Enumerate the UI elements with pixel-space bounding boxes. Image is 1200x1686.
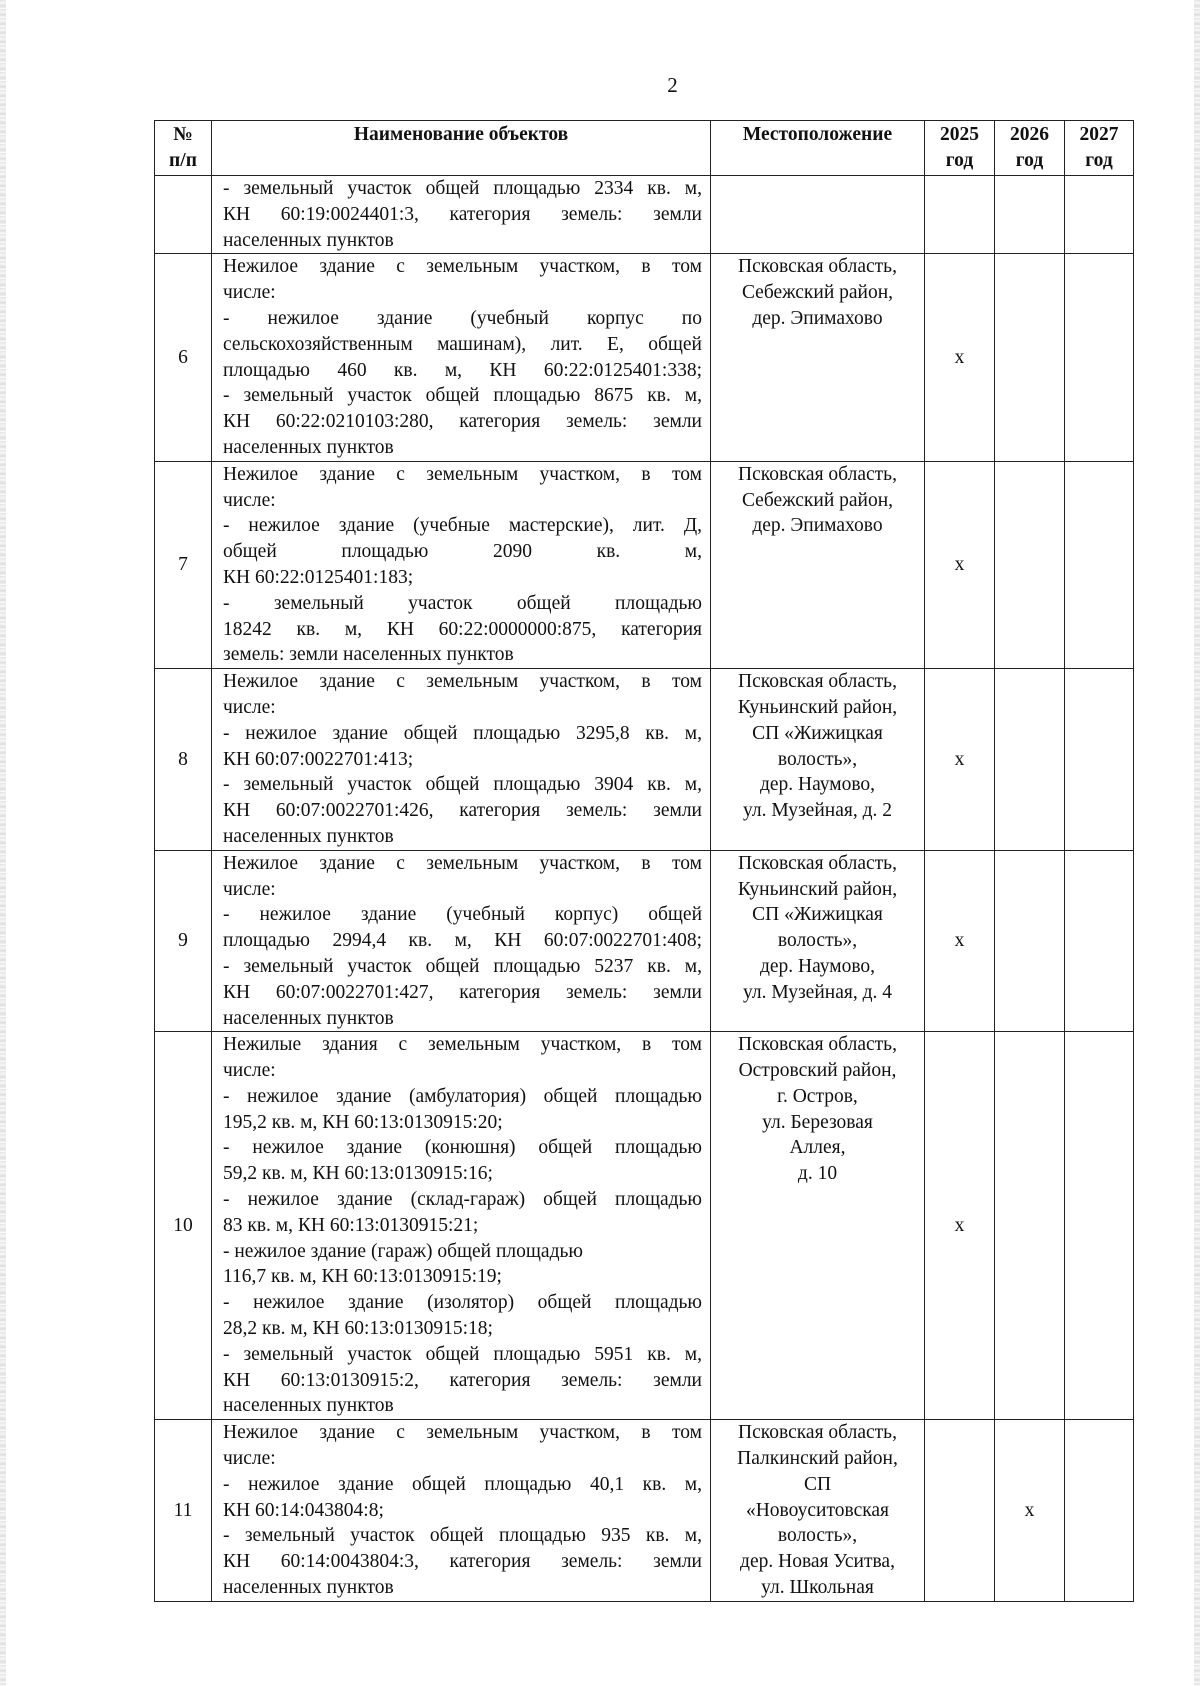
location-line: дер. Эпимахово xyxy=(752,307,883,329)
location-line: Псковская область, xyxy=(738,1422,897,1444)
location-line: ул. Березовая xyxy=(762,1111,873,1133)
description-line: Нежилое здание с земельным участком, в том xyxy=(223,671,702,693)
description-line: числе: xyxy=(223,696,276,718)
description-line: - земельный участок общей площадью xyxy=(223,592,702,614)
year-2025-mark xyxy=(925,1420,995,1602)
row-number: 11 xyxy=(155,1420,212,1602)
description-line: 83 кв. м, КН 60:13:0130915:21; xyxy=(223,1214,479,1236)
description-line: земель: земли населенных пунктов xyxy=(223,644,514,666)
location-line: дер. Наумово, xyxy=(759,955,876,977)
location-line: волость», xyxy=(777,930,858,952)
location-line: Себежский район, xyxy=(741,489,894,511)
description-line: числе: xyxy=(223,1060,276,1082)
description-line: КН 60:22:0125401:183; xyxy=(223,566,414,588)
row-number: 8 xyxy=(155,669,212,851)
location-line: д. 10 xyxy=(797,1163,838,1185)
location-line: дер. Наумово, xyxy=(759,774,876,796)
year-2027-mark xyxy=(1065,461,1134,668)
description-line: - нежилое здание (конюшня) общей площадью xyxy=(223,1137,702,1159)
header-year-label: 2025 xyxy=(940,124,979,145)
location-line: ул. Музейная, д. 2 xyxy=(742,800,892,822)
header-num xyxy=(155,121,212,176)
year-2025-mark: x xyxy=(925,461,995,668)
object-location xyxy=(711,1420,925,1602)
year-2026-mark: x xyxy=(995,1420,1065,1602)
year-2027-mark xyxy=(1065,850,1134,1032)
description-line: 18242 кв. м, КН 60:22:0000000:875, категория xyxy=(223,618,702,640)
description-line: населенных пунктов xyxy=(223,1007,394,1029)
row-number xyxy=(155,176,212,254)
table-row xyxy=(155,254,1134,461)
object-description xyxy=(212,461,711,668)
table-header-row xyxy=(155,121,1134,176)
description-line: КН 60:22:0210103:280, категория земель: земли xyxy=(223,411,702,433)
table-row xyxy=(155,669,1134,851)
description-line: - земельный участок общей площадью 5237 кв. м, xyxy=(223,955,702,977)
year-2026-mark xyxy=(995,669,1065,851)
header-year-label: 2026 xyxy=(1010,124,1049,145)
location-line: ул. Школьная xyxy=(761,1577,874,1599)
description-line: Нежилое здание с земельным участком, в том xyxy=(223,256,702,278)
table-row xyxy=(155,461,1134,668)
location-line: «Новоуситовская xyxy=(745,1499,890,1521)
object-description xyxy=(212,254,711,461)
year-2026-mark xyxy=(995,254,1065,461)
description-line: числе: xyxy=(223,282,276,304)
object-description xyxy=(212,1420,711,1602)
table-row xyxy=(155,850,1134,1032)
object-description xyxy=(212,1032,711,1420)
location-line: дер. Эпимахово xyxy=(752,515,883,537)
object-location xyxy=(711,850,925,1032)
location-line: Аллея, xyxy=(789,1137,846,1159)
description-line: Нежилое здание с земельным участком, в том xyxy=(223,463,702,485)
year-2027-mark xyxy=(1065,254,1134,461)
location-line: волость», xyxy=(777,748,858,770)
year-2026-mark xyxy=(995,461,1065,668)
object-location xyxy=(711,176,925,254)
location-line: Псковская область, xyxy=(738,463,897,485)
location-line: СП «Жижицкая xyxy=(752,904,883,926)
header-year-label: 2027 xyxy=(1079,124,1119,145)
description-line: КН 60:13:0130915:2, категория земель: земли xyxy=(223,1369,702,1391)
object-location xyxy=(711,669,925,851)
description-line: - нежилое здание (гараж) общей площадью xyxy=(223,1240,583,1262)
object-location xyxy=(711,461,925,668)
description-line: Нежилые здания с земельным участком, в том xyxy=(223,1034,702,1056)
description-line: - земельный участок общей площадью 2334 кв. м, xyxy=(223,178,702,199)
header-year-unit: год xyxy=(945,150,974,171)
table-row xyxy=(155,176,1134,254)
object-location xyxy=(711,1032,925,1420)
page-number-text: 2 xyxy=(667,73,678,97)
objects-table xyxy=(154,120,1134,1602)
description-line: населенных пунктов xyxy=(223,1395,394,1417)
page-number xyxy=(0,73,1200,98)
description-line: КН 60:14:043804:8; xyxy=(223,1499,384,1521)
year-2026-mark xyxy=(995,1032,1065,1420)
description-line: КН 60:07:0022701:426, категория земель: земли xyxy=(223,800,702,822)
location-line: Псковская область, xyxy=(738,852,897,874)
description-line: населенных пунктов xyxy=(223,1577,394,1599)
description-line: - земельный участок общей площадью 3904 кв. м, xyxy=(223,774,702,796)
year-2027-mark xyxy=(1065,176,1134,254)
location-line: ул. Музейная, д. 4 xyxy=(742,981,892,1003)
table-body xyxy=(155,176,1134,1602)
description-line: числе: xyxy=(223,489,276,511)
object-location xyxy=(711,254,925,461)
description-line: населенных пунктов xyxy=(223,229,394,251)
description-line: населенных пунктов xyxy=(223,436,394,458)
scan-edge-left xyxy=(0,0,6,1686)
object-description xyxy=(212,850,711,1032)
description-line: - земельный участок общей площадью 8675 кв. м, xyxy=(223,385,702,407)
header-num-line: п/п xyxy=(169,150,197,171)
description-line: площадью 460 кв. м, КН 60:22:0125401:338; xyxy=(223,359,702,381)
location-line: Куньинский район, xyxy=(737,696,898,718)
row-number: 9 xyxy=(155,850,212,1032)
description-line: - земельный участок общей площадью 935 кв. м, xyxy=(223,1525,702,1547)
location-line: Псковская область, xyxy=(738,671,897,693)
description-line: Нежилое здание с земельным участком, в том xyxy=(223,1422,702,1444)
description-line: 116,7 кв. м, КН 60:13:0130915:19; xyxy=(223,1266,502,1288)
year-2025-mark: x xyxy=(925,1032,995,1420)
description-line: - нежилое здание (изолятор) общей площадью xyxy=(223,1292,702,1314)
location-line: Островский район, xyxy=(738,1060,897,1082)
description-line: - нежилое здание (учебный корпус) общей xyxy=(223,904,702,926)
scan-edge-right xyxy=(1194,0,1200,1686)
description-line: населенных пунктов xyxy=(223,825,394,847)
location-line: Палкинский район, xyxy=(737,1448,898,1470)
location-line: Куньинский район, xyxy=(737,878,898,900)
description-line: - нежилое здание (амбулатория) общей площадью xyxy=(223,1085,702,1107)
header-name: Наименование объектов xyxy=(212,121,711,176)
row-number: 10 xyxy=(155,1032,212,1420)
object-description xyxy=(212,669,711,851)
description-line: КН 60:07:0022701:413; xyxy=(223,748,414,770)
description-line: - нежилое здание (склад-гараж) общей площадью xyxy=(223,1189,702,1211)
header-year-unit: год xyxy=(1015,150,1044,171)
location-line: СП xyxy=(803,1473,832,1495)
description-line: числе: xyxy=(223,1448,276,1470)
header-location: Местоположение xyxy=(711,121,925,176)
header-num-line: № xyxy=(173,124,193,145)
header-year-2026 xyxy=(995,121,1065,176)
description-line: сельскохозяйственным машинам), лит. Е, общей xyxy=(223,333,702,355)
description-line: - земельный участок общей площадью 5951 кв. м, xyxy=(223,1343,702,1365)
description-line: 28,2 кв. м, КН 60:13:0130915:18; xyxy=(223,1318,493,1340)
row-number: 6 xyxy=(155,254,212,461)
description-line: - нежилое здание (учебный корпус по xyxy=(223,307,702,329)
location-line: г. Остров, xyxy=(777,1085,858,1107)
location-line: дер. Новая Уситва, xyxy=(740,1551,895,1573)
location-line: СП «Жижицкая xyxy=(752,722,883,744)
description-line: - нежилое здание (учебные мастерские), лит. Д, xyxy=(223,515,702,537)
description-line: числе: xyxy=(223,878,276,900)
description-line: 59,2 кв. м, КН 60:13:0130915:16; xyxy=(223,1163,493,1185)
object-description xyxy=(212,176,711,254)
year-2027-mark xyxy=(1065,1032,1134,1420)
description-line: общей площадью 2090 кв. м, xyxy=(223,541,702,563)
year-2025-mark: x xyxy=(925,254,995,461)
location-line: Псковская область, xyxy=(738,1034,897,1056)
year-2027-mark xyxy=(1065,1420,1134,1602)
table-row xyxy=(155,1420,1134,1602)
header-year-2025 xyxy=(925,121,995,176)
year-2026-mark xyxy=(995,850,1065,1032)
location-line: волость», xyxy=(777,1525,858,1547)
description-line: 195,2 кв. м, КН 60:13:0130915:20; xyxy=(223,1111,503,1133)
year-2025-mark: x xyxy=(925,669,995,851)
year-2025-mark xyxy=(925,176,995,254)
year-2026-mark xyxy=(995,176,1065,254)
location-line: Себежский район, xyxy=(741,282,894,304)
year-2027-mark xyxy=(1065,669,1134,851)
header-year-2027 xyxy=(1065,121,1134,176)
description-line: - нежилое здание общей площадью 40,1 кв. м, xyxy=(223,1473,702,1495)
table-row xyxy=(155,1032,1134,1420)
description-line: КН 60:19:0024401:3, категория земель: земли xyxy=(223,203,702,225)
description-line: Нежилое здание с земельным участком, в том xyxy=(223,852,702,874)
location-line: Псковская область, xyxy=(738,256,897,278)
description-line: площадью 2994,4 кв. м, КН 60:07:0022701:408; xyxy=(223,930,702,952)
description-line: - нежилое здание общей площадью 3295,8 кв. м, xyxy=(223,722,702,744)
year-2025-mark: x xyxy=(925,850,995,1032)
description-line: КН 60:14:0043804:3, категория земель: земли xyxy=(223,1551,702,1573)
row-number: 7 xyxy=(155,461,212,668)
description-line: КН 60:07:0022701:427, категория земель: земли xyxy=(223,981,702,1003)
header-year-unit: год xyxy=(1085,150,1113,171)
